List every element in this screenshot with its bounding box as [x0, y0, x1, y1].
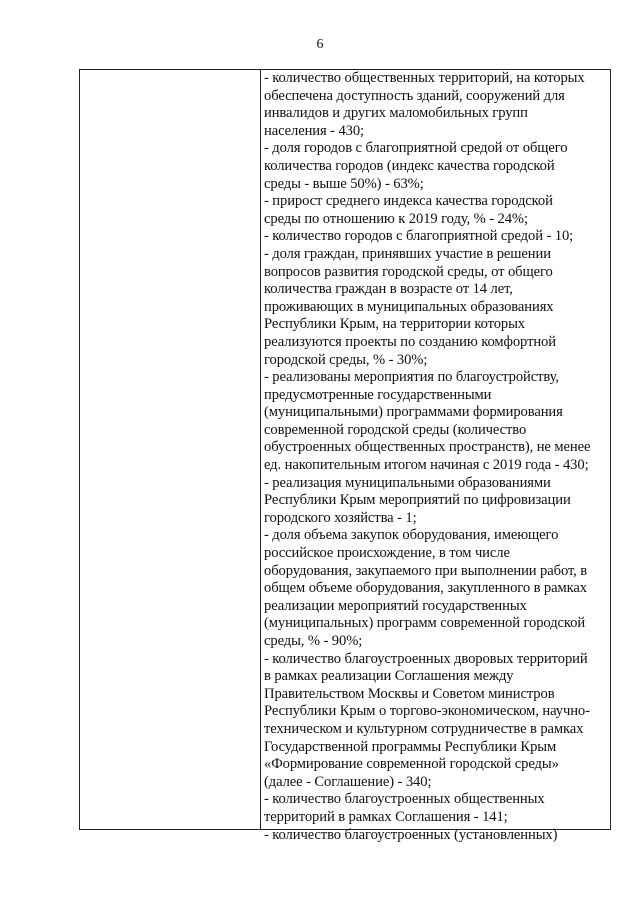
text-line: населения - 430; [264, 122, 365, 139]
text-line: общем объеме оборудования, закупленного в рамках [264, 580, 587, 597]
text-line: предусмотренные государственными [264, 386, 492, 403]
text-line: городской среды, % - 30%; [264, 351, 428, 368]
text-line: проживающих в муниципальных образованиях [264, 298, 554, 315]
column-divider [260, 70, 261, 829]
text-line: (далее - Соглашение) - 340; [264, 773, 432, 790]
page-number: 6 [316, 37, 324, 52]
text-line: Республики Крым о торгово-экономическом, научно- [264, 703, 590, 720]
text-line: техническом и культурном сотрудничестве в рамках [264, 720, 584, 737]
text-line: (муниципальными) программами формирования [264, 404, 563, 421]
text-line: современной городской среды (количество [264, 421, 527, 438]
text-line: - количество благоустроенных дворовых территорий [264, 650, 588, 667]
text-line: в рамках реализации Соглашения между [264, 668, 514, 685]
text-line: Правительством Москвы и Советом министров [264, 685, 555, 702]
table-left-cell [80, 70, 260, 829]
text-line: - количество благоустроенных (установленных) [264, 826, 558, 843]
text-line: - реализация муниципальными образованиями [264, 474, 551, 491]
text-line: обустроенных общественных пространств), не менее [264, 439, 591, 456]
text-line: ед. накопительным итогом начиная с 2019 года - 430; [264, 457, 589, 474]
text-line: реализуются проекты по созданию комфортной [264, 333, 556, 350]
text-line: реализации мероприятий государственных [264, 597, 527, 614]
text-line: (муниципальных) программ современной городской [264, 615, 586, 632]
text-line: городского хозяйства - 1; [264, 509, 417, 526]
text-line: - количество городов с благоприятной средой - 10; [264, 228, 574, 245]
text-line: среды - выше 50%) - 63%; [264, 175, 424, 192]
document-table [79, 69, 611, 843]
text-line: количества городов (индекс качества городской [264, 157, 555, 174]
text-line: количества граждан в возрасте от 14 лет, [264, 281, 513, 298]
text-line: Республики Крым мероприятий по цифровизации [264, 492, 571, 509]
text-line: «Формирование современной городской среды» [264, 756, 559, 773]
text-line: инвалидов и других маломобильных групп [264, 105, 528, 122]
text-line: вопросов развития городской среды, от общего [264, 263, 553, 280]
text-line: территорий в рамках Соглашения - 141; [264, 808, 508, 825]
text-line: российское происхождение, в том числе [264, 545, 510, 562]
text-line: - количество общественных территорий, на которых [264, 70, 585, 86]
text-line: - доля городов с благоприятной средой от общего [264, 140, 568, 157]
text-line: Государственной программы Республики Крым [264, 738, 557, 755]
text-line: обеспечена доступность зданий, сооружений для [264, 87, 565, 104]
text-line: - доля граждан, принявших участие в решении [264, 245, 551, 262]
text-line: оборудования, закупаемого при выполнении работ, в [264, 562, 588, 579]
text-line: среды, % - 90%; [264, 633, 363, 649]
text-line: Республики Крым, на территории которых [264, 316, 526, 333]
text-line: - количество благоустроенных общественных [264, 791, 545, 808]
table-right-cell [264, 70, 609, 843]
text-line: - доля объема закупок оборудования, имеющего [264, 527, 559, 544]
text-line: - реализованы мероприятия по благоустройству, [264, 369, 559, 386]
text-line: - прирост среднего индекса качества городской [264, 193, 553, 210]
text-line: среды по отношению к 2019 году, % - 24%; [264, 210, 528, 227]
